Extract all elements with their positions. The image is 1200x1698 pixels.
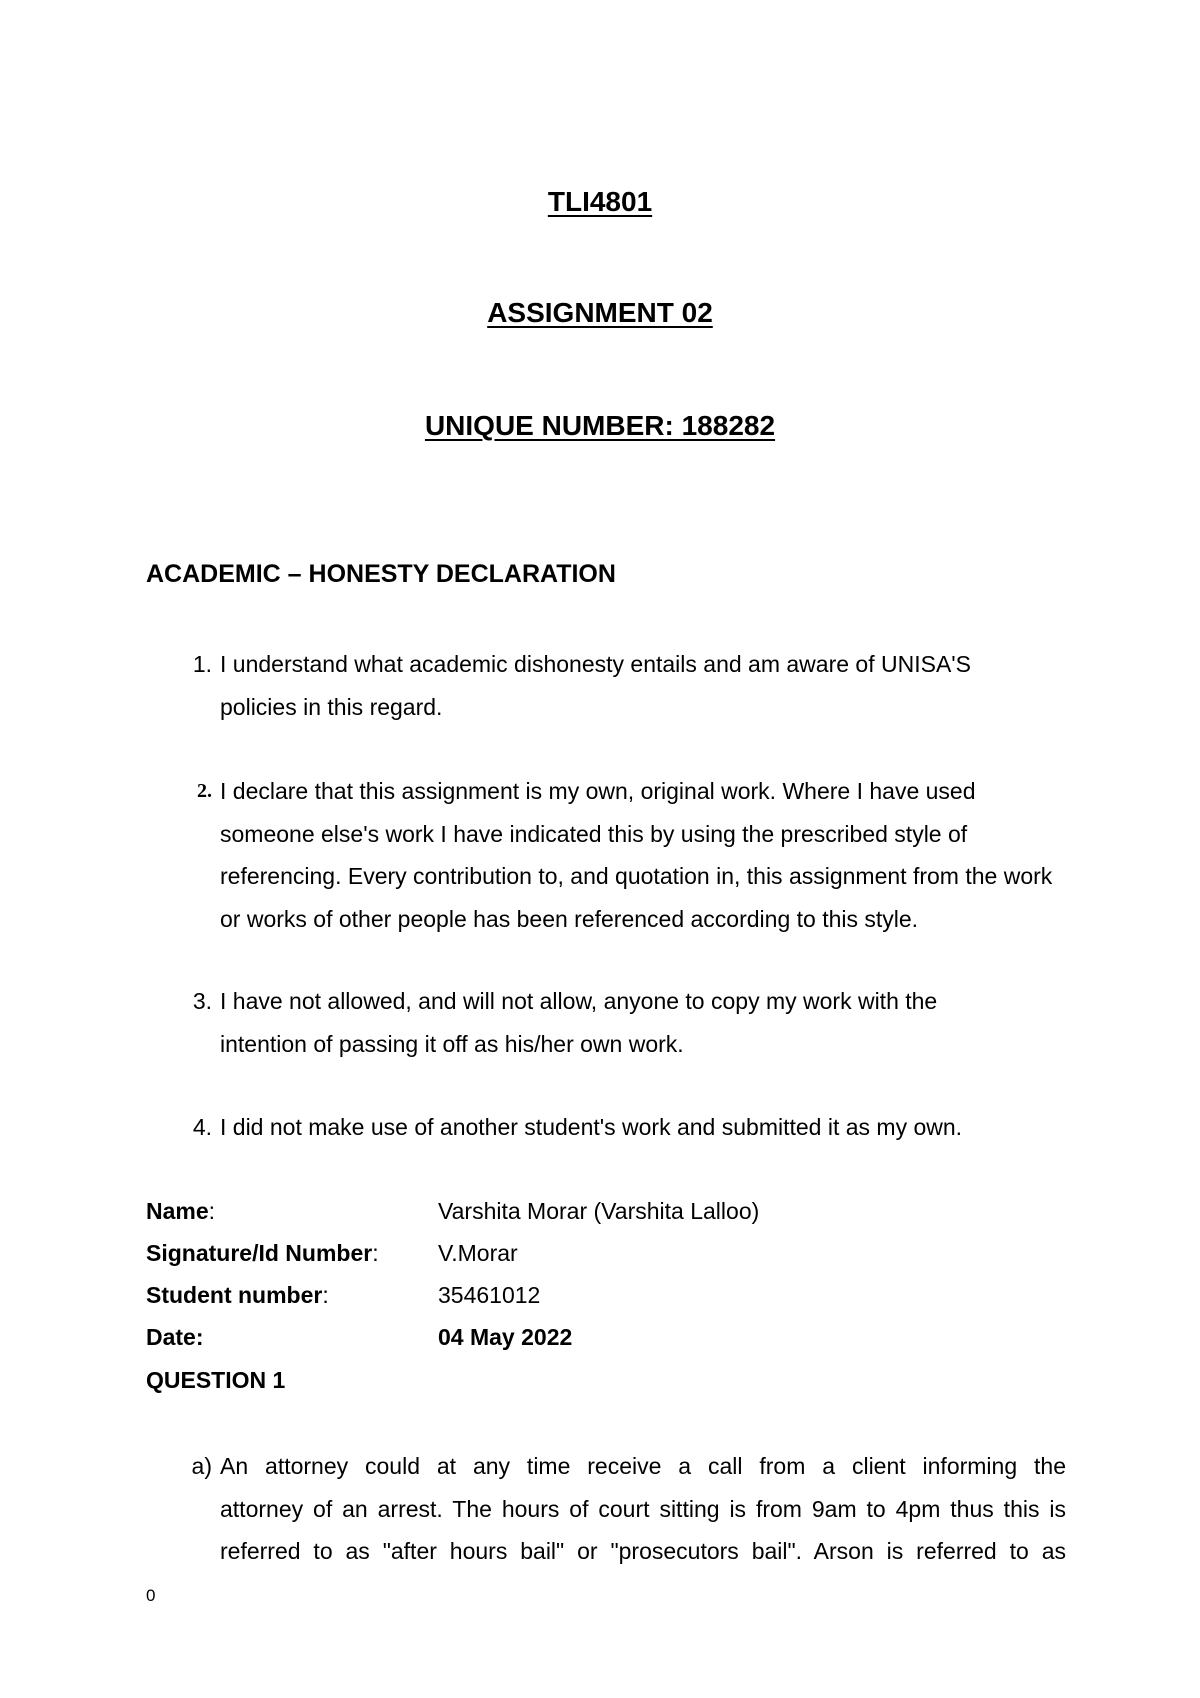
date-label: Date:	[146, 1324, 204, 1350]
declaration-item-4	[146, 1106, 1066, 1149]
declaration-item-number: 3.	[192, 988, 212, 1014]
declaration-heading: ACADEMIC – HONESTY DECLARATION	[146, 560, 616, 588]
declaration-item-text: I declare that this assignment is my own, original work. Where I have used someone else's work I have indicated this by using the prescribed style of referencing. Every contribution to, and quotation in, this assignment from the work or works of other people has been referenced according to this style.	[220, 778, 1053, 932]
declaration-item-text: I understand what academic dishonesty entails and am aware of UNISA'S policies in this regard.	[220, 651, 972, 720]
signature-row	[146, 1232, 1066, 1274]
student-number-value: 35461012	[438, 1282, 541, 1308]
declaration-item-text: I have not allowed, and will not allow, anyone to copy my work with the intention of passing it off as his/her own work.	[220, 988, 938, 1057]
student-number-label: Student number:	[146, 1282, 329, 1308]
declaration-item-number: 1.	[192, 651, 212, 677]
unique-number-title: UNIQUE NUMBER: 188282	[424, 410, 776, 441]
page-number: 0	[146, 1586, 156, 1605]
answer-label: a)	[191, 1453, 212, 1479]
question-heading: QUESTION 1	[146, 1367, 286, 1393]
declaration-item-number: 4.	[192, 1114, 212, 1140]
declaration-item-text: I did not make use of another student's work and submitted it as my own.	[220, 1114, 963, 1140]
name-value: Varshita Morar (Varshita Lalloo)	[438, 1198, 760, 1224]
declaration-item-number: 2.	[197, 780, 212, 802]
name-row	[146, 1190, 1066, 1232]
declaration-item-2	[146, 770, 1066, 940]
answer-line: referred to as "after hours bail" or "prosecutors bail". Arson is referred to as	[220, 1538, 1066, 1564]
date-value: 04 May 2022	[438, 1324, 573, 1350]
assignment-title: ASSIGNMENT 02	[487, 297, 713, 328]
signature-label: Signature/Id Number:	[146, 1240, 379, 1266]
date-row	[146, 1316, 1066, 1358]
declaration-item-1	[146, 643, 1066, 728]
signature-value: V.Morar	[438, 1240, 518, 1266]
answer-line: An attorney could at any time receive a call from a client informing the	[220, 1453, 1066, 1479]
answer-line: attorney of an arrest. The hours of court sitting is from 9am to 4pm thus this is	[220, 1495, 1066, 1522]
student-number-row	[146, 1274, 1066, 1316]
name-label: Name:	[146, 1198, 216, 1224]
course-code-title: TLI4801	[547, 186, 653, 217]
declaration-item-3	[146, 980, 1066, 1065]
answer-item-a	[146, 1445, 1066, 1573]
